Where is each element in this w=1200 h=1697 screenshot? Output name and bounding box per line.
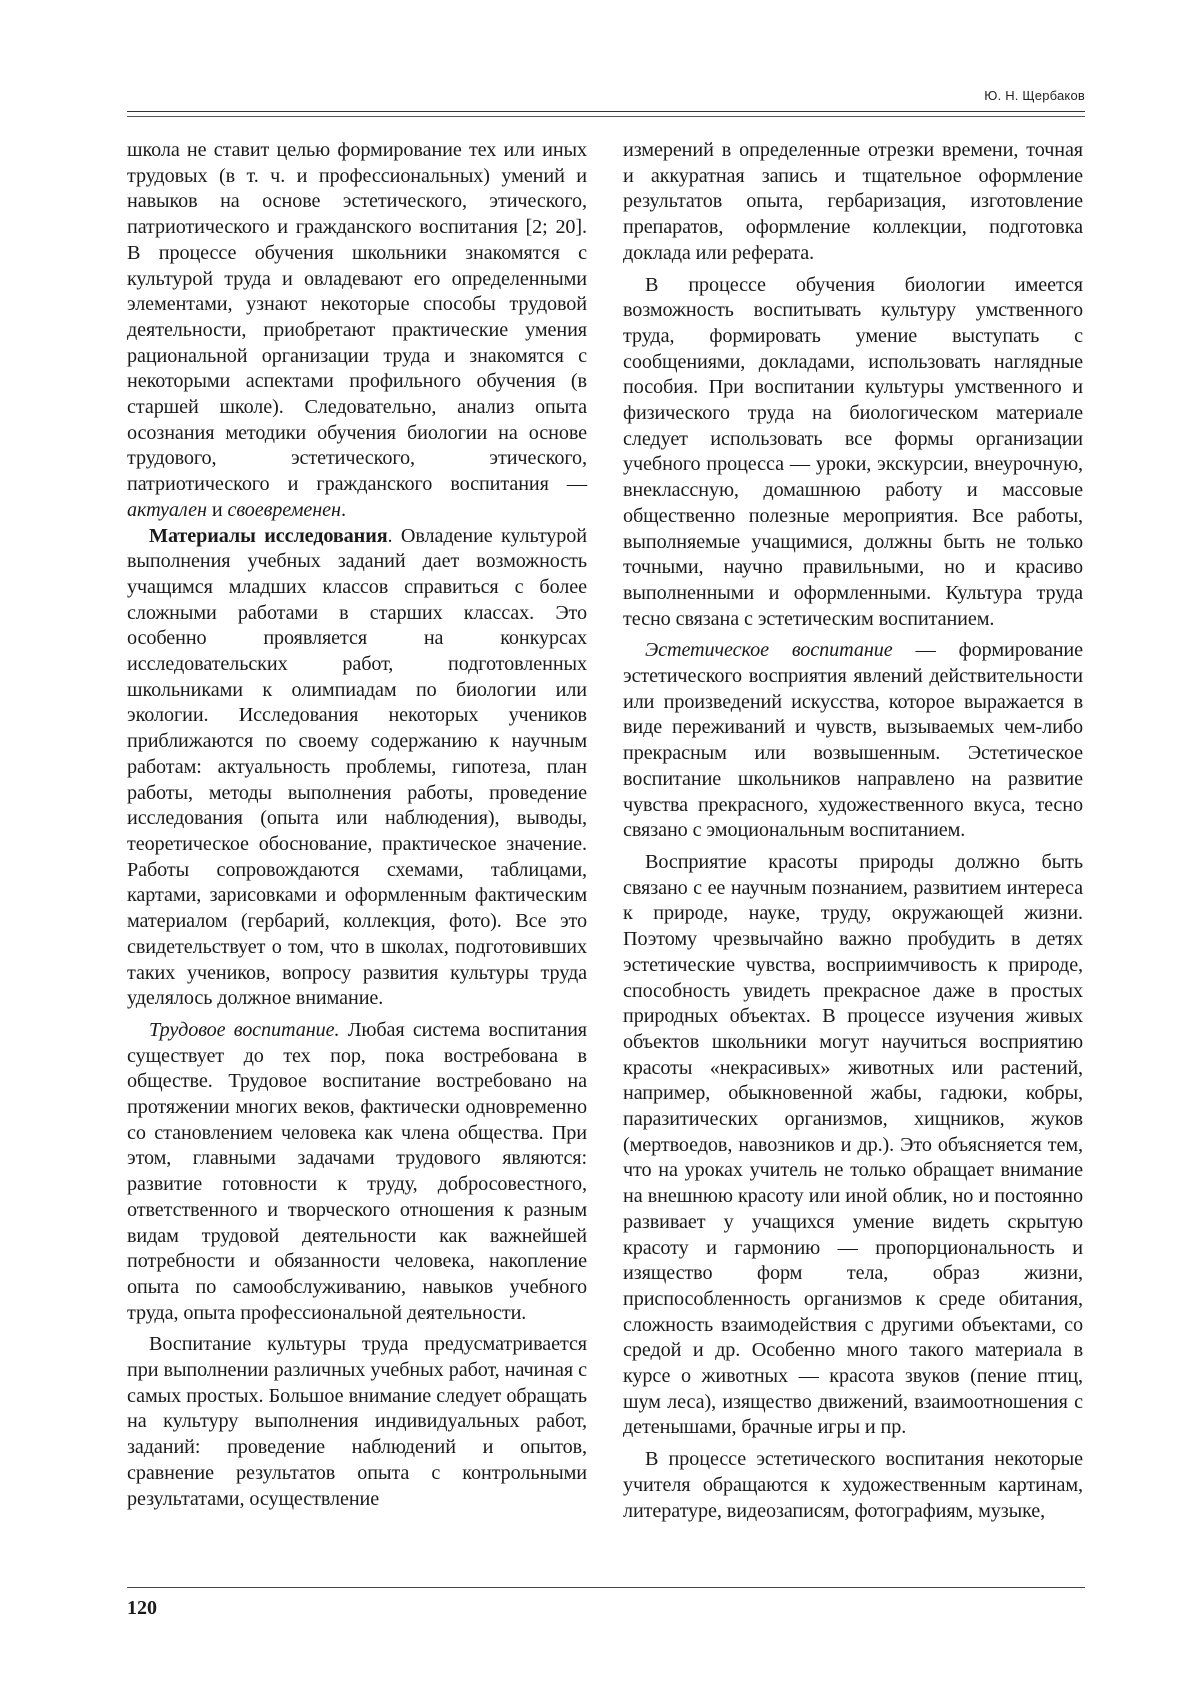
paragraph: Восприятие красоты природы должно быть связано с ее научным познанием, развитием интереса к природе, науке, труду, окружающей жизни. Поэтому чрезвычайно важно пробудить в детях эстетические чувства, восприимчивость к природе, способность увидеть прекрасное даже в простых природных объектах. В процессе изучения живых объектов школьники могут научиться восприятию красоты «некрасивых» животных или растений, например, обыкновенной жабы, гадюки, кобры, паразитических организмов, хищников, жуков (мертвоедов, навозников и др.). Это объясняется тем, что на уроках учитель не только обращает внимание на внешнюю красоту или иной облик, но и постоянно развивает у учащихся умение видеть скрытую красоту и гармонию — пропорциональность и изящество форм тела, образ жизни, приспособленность организмов к среде обитания, сложность взаимодействия с другими объектами, со средой и др. Особенно много такого материала в курсе о животных — красота звуков (пение птиц, шум леса), изящество движений, взаимоотношения с детенышами, брачные игры и пр. — [623, 850, 1083, 1439]
italic-term: Трудовое воспитание. — [149, 1018, 340, 1041]
paragraph: Воспитание культуры труда предусматривается при выполнении различных учебных работ, начиная с самых простых. Большое внимание следует обращать на культуру выполнения индивидуальных работ, заданий: проведение наблюдений и опытов, сравнение результатов опыта с контрольными результатами, осуществление — [127, 1333, 587, 1510]
left-column — [127, 138, 587, 1512]
paragraph-materials: Материалы исследования. Овладение культурой выполнения учебных заданий дает возможность учащимся младших классов справиться с более сложными работами в старших классах. Это особенно проявляется на конкурсах исследовательских работ, подготовленных школьниками к олимпиадам по биологии или экологии. Исследования некоторых учеников приближаются по своему содержанию к научным работам: актуальность проблемы, гипотеза, план работы, методы выполнения работы, проведение исследования (опыта или наблюдения), выводы, теоретическое обоснование, практическое значение. Работы сопровождаются схемами, таблицами, картами, зарисовками и оформленным фактическим материалом (гербарий, коллекция, фото). Все это свидетельствует о том, что в школах, подготовивших таких учеников, вопросу развития культуры труда уделялось должное внимание. — [127, 524, 587, 1010]
paragraph-aesthetic-education: Эстетическое воспитание — формирование эстетического восприятия явлений действительности или произведений искусства, которое выражается в виде переживаний и чувств, вызываемых чем-либо прекрасным или возвышенным. Эстетическое воспитание школьников направлено на развитие чувства прекрасного, художественного вкуса, тесно связано с эмоциональным воспитанием. — [623, 639, 1083, 842]
right-column — [623, 138, 1083, 1524]
paragraph: В процессе обучения биологии имеется возможность воспитывать культуру умственного труда, формировать умение выступать с сообщениями, докладами, использовать наглядные пособия. При воспитании культуры умственного и физического труда на биологическом материале следует использовать все формы организации учебного процесса — уроки, экскурсии, внеурочную, внеклассную, домашнюю работу и массовые общественно полезные мероприятия. Все работы, выполняемые учащимися, должны быть не только точными, научно правильными, но и красиво выполненными и оформленными. Культура труда тесно связана с эстетическим воспитанием. — [623, 273, 1083, 630]
section-heading: Материалы исследования — [149, 524, 388, 547]
header-rule-thin — [127, 116, 1085, 117]
italic-term: своевременен — [227, 498, 341, 521]
italic-term: Эстетическое воспитание — [645, 639, 893, 662]
running-header-author: Ю. Н. Щербаков — [984, 88, 1085, 103]
page-number: 120 — [127, 1597, 157, 1619]
paragraph: школа не ставит целью формирование тех или иных трудовых (в т. ч. и профессиональных) умений и навыков на основе эстетического, этического, патриотического и гражданского воспитания [2; 20]. В процессе обучения школьники знакомятся с культурой труда и овладевают его определенными элементами, узнают некоторые способы трудовой деятельности, приобретают практические умения рациональной организации труда и знакомятся с некоторыми аспектами профильного обучения (в старшей школе). Следовательно, анализ опыта осознания методики обучения биологии на основе трудового, эстетического, этического, патриотического и гражданского воспитания — актуален и своевременен. — [127, 139, 587, 521]
paragraph-labor-education: Трудовое воспитание. Любая система воспитания существует до тех пор, пока востребована в обществе. Трудовое воспитание востребовано на протяжении многих веков, фактически одновременно со становлением человека как члена общества. При этом, главными задачами трудового являются: развитие готовности к труду, добросовестного, ответственного и творческого отношения к разным видам трудовой деятельности как важнейшей потребности и обязанности человека, накопление опыта по самообслуживанию, навыков учебного труда, опыта профессиональной деятельности. — [127, 1018, 587, 1324]
italic-term: актуален — [127, 498, 207, 521]
header-rule — [127, 111, 1085, 112]
paragraph: измерений в определенные отрезки времени, точная и аккуратная запись и тщательное оформление результатов опыта, гербаризация, изготовление препаратов, оформление коллекции, подготовка доклада или реферата. — [623, 139, 1083, 264]
footer-rule — [127, 1587, 1085, 1588]
paragraph: В процессе эстетического воспитания некоторые учителя обращаются к художественным картинам, литературе, видеозаписям, фотографиям, музыке, — [623, 1448, 1083, 1522]
